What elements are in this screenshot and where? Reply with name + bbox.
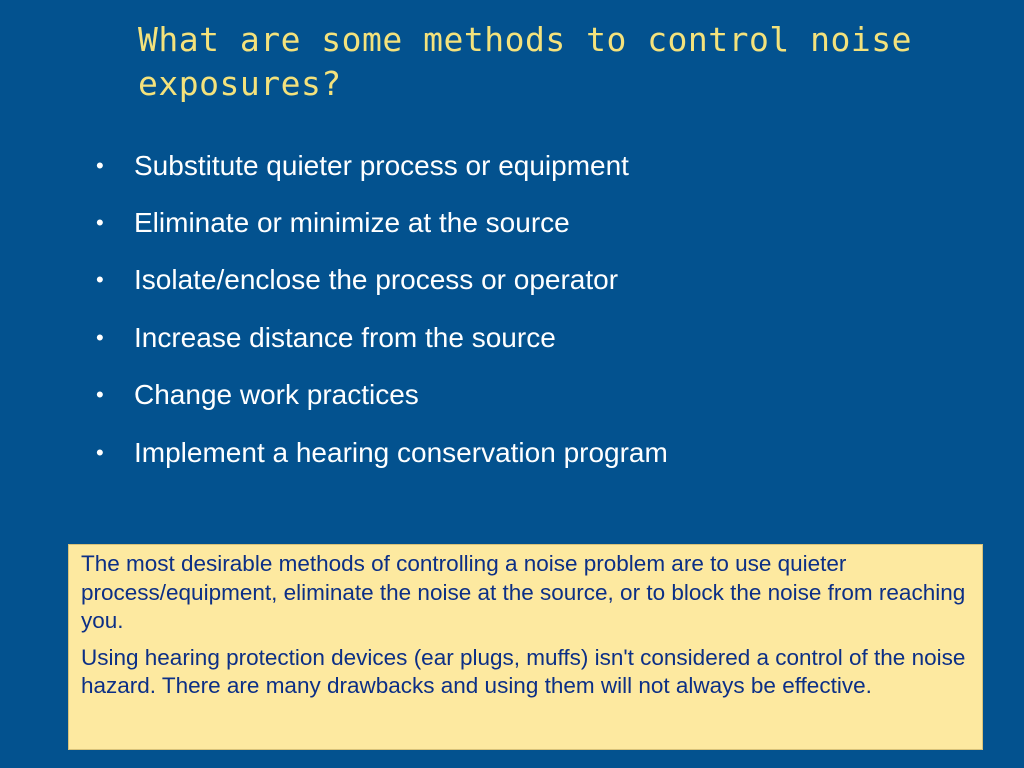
bullet-item-work-practices [96, 367, 976, 424]
bullet-dot-icon: • [96, 324, 104, 350]
bullet-item-distance [96, 309, 976, 366]
bullet-dot-icon: • [96, 210, 104, 236]
bullet-text: Isolate/enclose the process or operator [134, 264, 619, 296]
bullet-item-hearing-program [96, 424, 976, 481]
bullet-item-isolate [96, 252, 976, 309]
bullet-text: Substitute quieter process or equipment [134, 149, 629, 181]
note-box [68, 544, 983, 750]
bullet-text: Implement a hearing conservation program [134, 436, 668, 468]
bullet-text: Increase distance from the source [134, 321, 556, 353]
bullet-text: Change work practices [134, 379, 419, 411]
bullet-dot-icon: • [96, 152, 104, 178]
note-paragraph-methods: The most desirable methods of controlling a noise problem are to use quieter process/equipment, eliminate the noise at the source, or to block the noise from reaching you. [81, 551, 966, 633]
bullet-list [96, 137, 976, 481]
bullet-item-substitute [96, 137, 976, 194]
slide-title: What are some methods to control noise exposures? [138, 20, 912, 103]
bullet-dot-icon: • [96, 439, 104, 465]
note-paragraph-hearing-protection: Using hearing protection devices (ear plugs, muffs) isn't considered a control of the noise hazard. There are many drawbacks and using them will not always be effective. [81, 644, 966, 698]
bullet-item-eliminate [96, 194, 976, 251]
bullet-dot-icon: • [96, 382, 104, 408]
bullet-text: Eliminate or minimize at the source [134, 207, 570, 239]
bullet-dot-icon: • [96, 267, 104, 293]
